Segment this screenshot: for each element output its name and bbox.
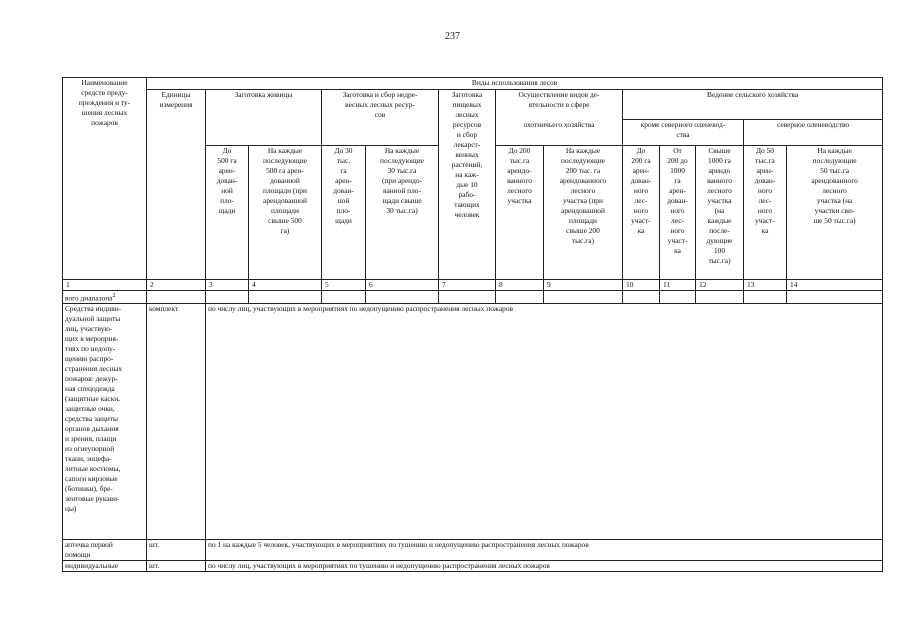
table-row (63, 291, 883, 304)
fire-equipment-norms-table (62, 77, 883, 572)
header-col-13: До 50 тыс.га арен- дован- ного лес- ного участ- ка (744, 146, 787, 280)
header-col-11: От 200 до 1000 га арен- дован- ного лес- ного участ- ка (660, 146, 696, 280)
header-col-3: До 500 га арен- дован- ной пло- щади (206, 146, 249, 280)
column-number: 8 (496, 280, 544, 291)
column-number: 7 (439, 280, 496, 291)
table-row (63, 304, 883, 540)
row-norm-first-aid: по 1 на каждые 5 человек, участвующих в мероприятиях по тушению и недопущению распространения лесных пожаров (206, 540, 883, 561)
column-number: 3 (206, 280, 249, 291)
header-col-12: Свыше 1000 га арендо ванного лесного участка (на каждые после- дующие 100 тыс.га) (696, 146, 744, 280)
header-col-8: До 200 тыс.га арендо- ванного лесного участка (496, 146, 544, 280)
column-number: 2 (147, 280, 206, 291)
header-nontimber-resources: Заготовка и сбор недре- весных лесных ресур- сов (322, 90, 439, 146)
header-units: Единицы измерения (147, 90, 206, 280)
header-col-9: На каждые последующие 200 тыс. га арендованного лесного участка (при арендованной площади свыше 200 тыс.га) (544, 146, 623, 280)
continued-row-label (63, 291, 147, 304)
row-unit-ppe: комплект (147, 304, 206, 540)
header-col-10: До 200 га арен- дован- ного лес- ного участ- ка (623, 146, 660, 280)
column-number: 14 (787, 280, 883, 291)
header-col-14: На каждые последующие 50 тыс.га арендованного лесного участка (на участки сви- ше 50 тыс.га) (787, 146, 883, 280)
column-number: 1 (63, 280, 147, 291)
header-col-4: На каждые последующие 500 га арен- дованной площади (при арендованной площади свыше 500 га) (249, 146, 322, 280)
header-resin-harvesting: Заготовка живицы (206, 90, 322, 146)
column-number: 10 (623, 280, 660, 291)
column-number: 5 (322, 280, 366, 291)
header-col-6: На каждые последующие 30 тыс.га (при арендо- ванной пло- щади свыше 30 тыс.га) (366, 146, 439, 280)
table-row (63, 540, 883, 561)
header-forest-use-types: Виды использования лесов (147, 78, 883, 90)
column-number: 11 (660, 280, 696, 291)
column-number: 13 (744, 280, 787, 291)
header-col-5: До 30 тыс. га арен- дован- ной пло- щади (322, 146, 366, 280)
column-number: 6 (366, 280, 439, 291)
table-row (63, 561, 883, 572)
row-name-individual: индивидуальные (63, 561, 147, 572)
row-name-first-aid: аптечка первой помощи (63, 540, 147, 561)
header-northern-reindeer: северное оленеводство (744, 120, 883, 146)
row-unit-individual: шт. (147, 561, 206, 572)
header-food-resources: Заготовка пищевых лесных ресурсов и сбор лекарст- венных растений, на каж- дые 10 рабо- тающих человек (439, 90, 496, 280)
row-name-ppe: Средства индиви- дуальной защиты лиц, участвую- щих в мероприя- тиях по недопу- щению распро- странения лесных пожаров: дежур- ная спецодежда (защитные каски, защитные очки, средства защиты органов дыхания и зрения, плащи из огнеупорной ткани, энцефа- литные костюмы, сапоги кирзовые (ботинки), бре- зентовые рукави- цы) (63, 304, 147, 540)
row-norm-ppe: по числу лиц, участвующих в мероприятиях по недопущению распространения лесных пожаров (206, 304, 883, 540)
column-number: 12 (696, 280, 744, 291)
header-agriculture: Ведение сельского хозяйства (623, 90, 883, 120)
footnote-marker: 2 (112, 293, 116, 299)
row-unit-first-aid: шт. (147, 540, 206, 561)
continued-row-text: вого диапазона (65, 293, 113, 303)
row-norm-individual: по числу лиц, участвующих в мероприятиях по тушению и недопущению распространения лесных пожаров (206, 561, 883, 572)
page-number: 237 (445, 31, 460, 42)
column-number: 4 (249, 280, 322, 291)
header-hunting: Осуществление видов де- ятельности в сфере охотничьего хозяйства (496, 90, 623, 146)
header-name-cell: Наименование средств преду- преждения и ту- шения лесных пожаров (63, 78, 147, 280)
header-non-northern-reindeer: кроме северного оленевод- ства (623, 120, 744, 146)
column-number: 9 (544, 280, 623, 291)
